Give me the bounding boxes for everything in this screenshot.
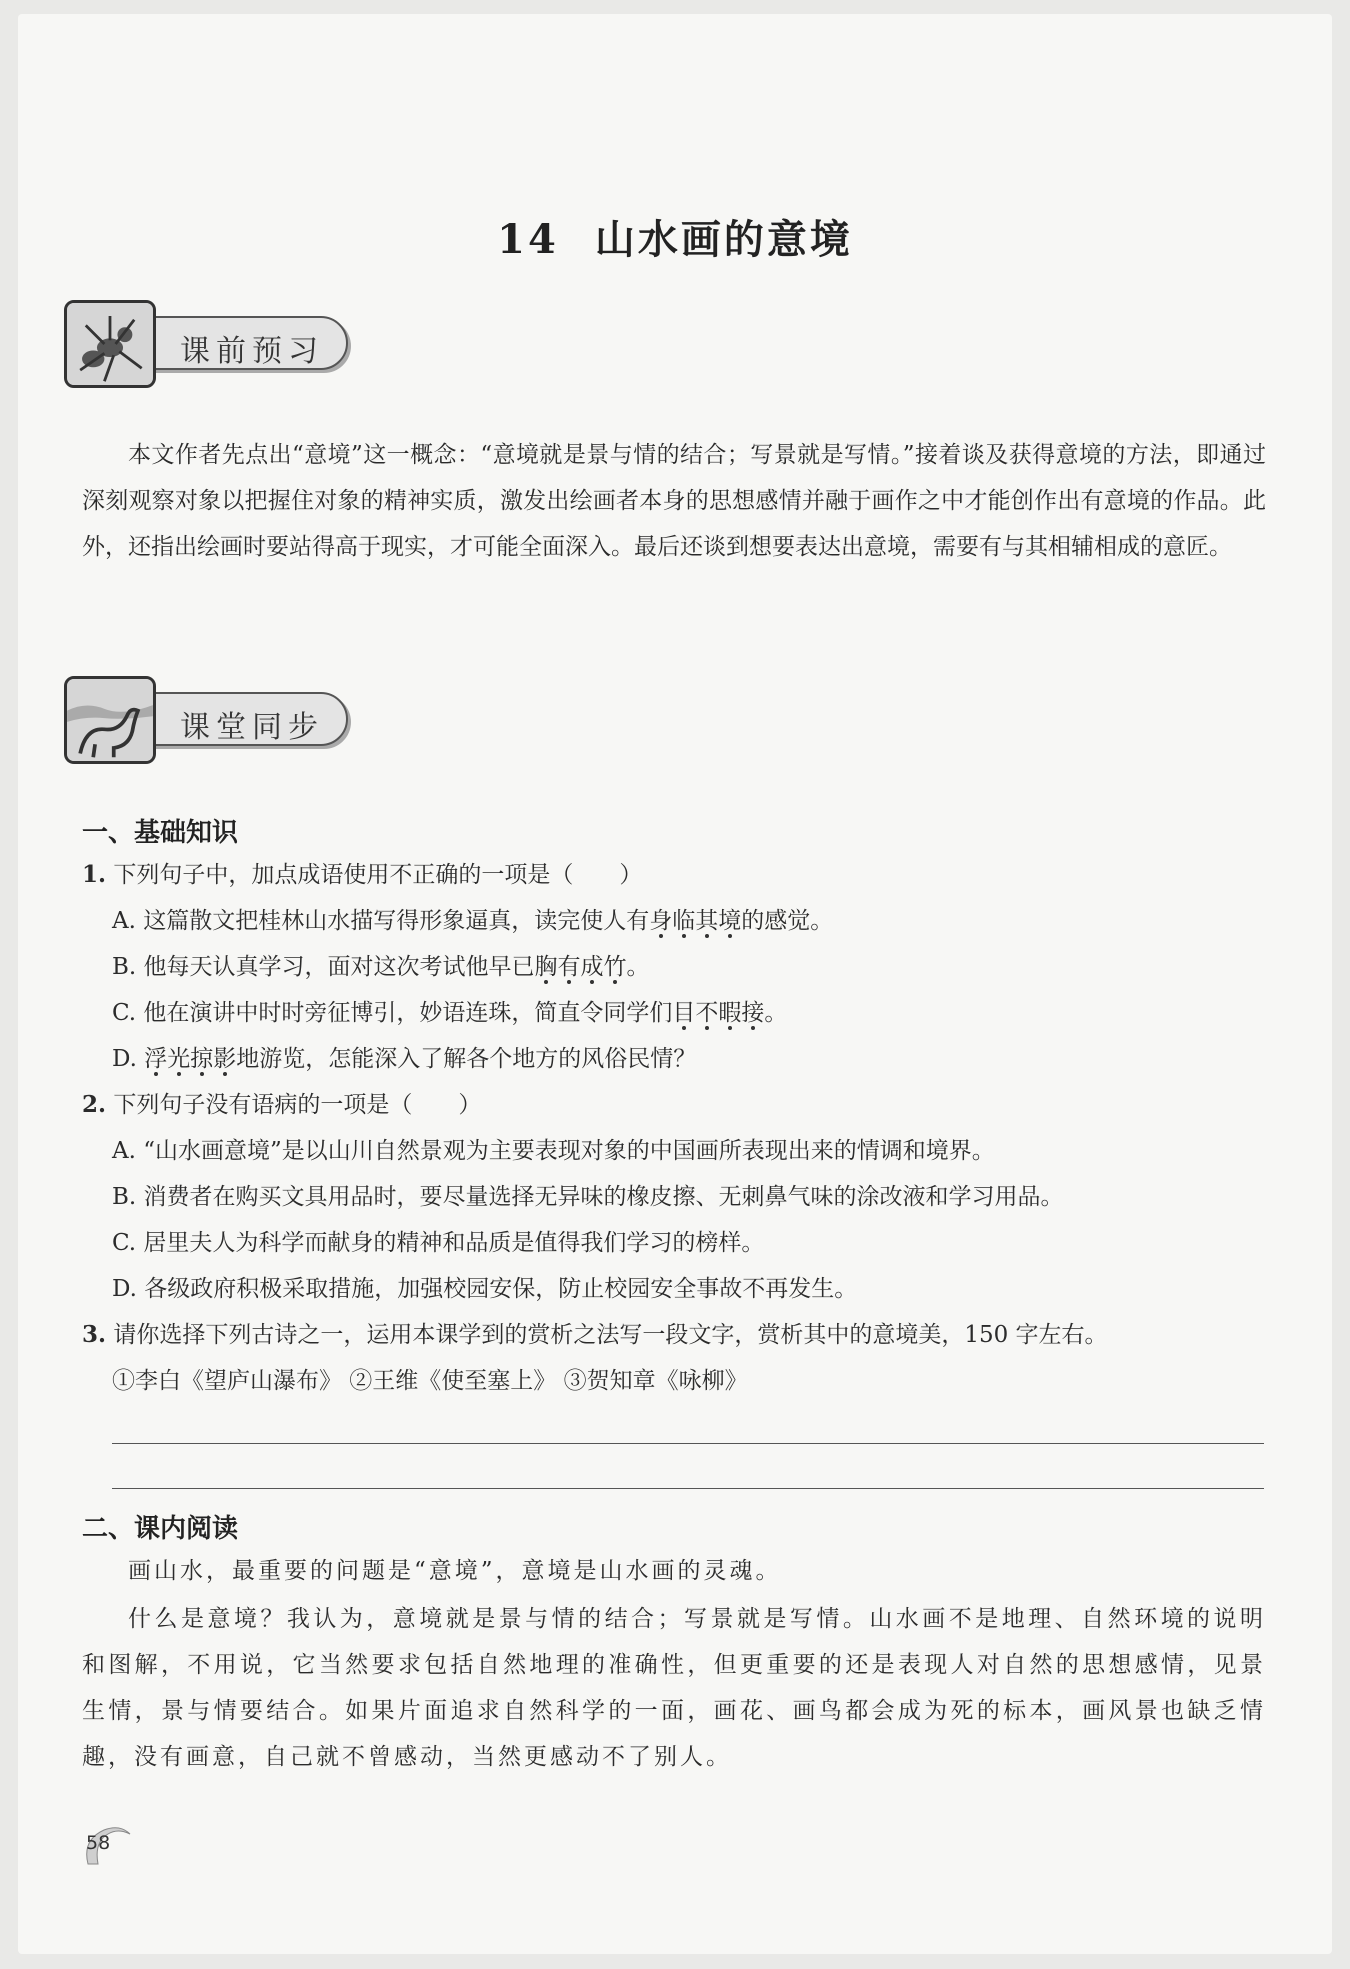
dinosaur-illustration-icon — [64, 676, 156, 764]
question-3-stem: 请你选择下列古诗之一，运用本课学到的赏析之法写一段文字，赏析其中的意境美，150 字左右。 — [113, 1322, 1108, 1348]
q1-option-c — [112, 990, 787, 1036]
q2-option-c: C. 居里夫人为科学而献身的精神和品质是值得我们学习的榜样。 — [112, 1230, 765, 1256]
q1-option-d-text: D. — [112, 1046, 145, 1072]
question-3-number: 3. — [82, 1321, 107, 1348]
q1-option-b-text: B. 他每天认真学习，面对这次考试他早已 — [112, 954, 535, 980]
q1-option-c-dotted: 目不暇接 — [672, 1000, 765, 1026]
answer-line-2[interactable] — [112, 1488, 1264, 1489]
q1-option-a-tail: 的感觉。 — [741, 908, 834, 934]
section-heading-reading: 二、课内阅读 — [82, 1514, 239, 1544]
preview-banner — [64, 300, 364, 390]
q1-option-a — [112, 898, 833, 944]
classroom-banner-label: 课堂同步 — [180, 710, 324, 745]
section-heading-basic: 一、基础知识 — [82, 818, 239, 848]
page-number-badge — [80, 1822, 134, 1870]
q1-option-d — [112, 1036, 696, 1082]
q1-option-c-text: C. 他在演讲中时时旁征博引，妙语连珠，简直令同学们 — [112, 1000, 673, 1026]
question-3 — [82, 1312, 1108, 1358]
q2-option-a: A. “山水画意境”是以山川自然景观为主要表现对象的中国画所表现出来的情调和境界。 — [112, 1138, 995, 1164]
reading-paragraph-1: 画山水，最重要的问题是“意境”，意境是山水画的灵魂。 — [128, 1558, 782, 1584]
q1-option-b — [112, 944, 650, 990]
question-1 — [82, 852, 642, 898]
q2-option-b: B. 消费者在购买文具用品时，要尽量选择无异味的橡皮擦、无刺鼻气味的涂改液和学习用品。 — [112, 1184, 1064, 1210]
intro-paragraph: 本文作者先点出“意境”这一概念：“意境就是景与情的结合；写景就是写情。”接着谈及获得意境的方法，即通过深刻观察对象以把握住对象的精神实质，激发出绘画者本身的思想感情并融于画作之中才能创作出有意境的作品。此外，还指出绘画时要站得高于现实，才可能全面深入。最后还谈到想要表达出意境，需要有与其相辅相成的意匠。 — [82, 442, 1266, 560]
q1-option-a-text: A. 这篇散文把桂林山水描写得形象逼真，读完使人有 — [112, 908, 650, 934]
question-2-number: 2. — [82, 1091, 107, 1118]
lesson-title-text: 山水画的意境 — [594, 216, 853, 263]
q1-option-c-tail: 。 — [764, 1000, 788, 1026]
q1-option-d-tail: 地游览，怎能深入了解各个地方的风俗民情？ — [236, 1046, 697, 1072]
preview-banner-label: 课前预习 — [180, 334, 324, 369]
q1-option-b-tail: 。 — [626, 954, 650, 980]
question-2 — [82, 1082, 481, 1128]
q1-option-a-dotted: 身临其境 — [649, 908, 742, 934]
q3-poem-choices: ①李白《望庐山瀑布》 ②王维《使至塞上》 ③贺知章《咏柳》 — [112, 1368, 748, 1394]
page-number: 58 — [86, 1832, 111, 1854]
question-2-stem: 下列句子没有语病的一项是（ ） — [113, 1092, 482, 1118]
lesson-title — [0, 208, 1350, 265]
question-1-stem: 下列句子中，加点成语使用不正确的一项是（ ） — [113, 862, 643, 888]
question-1-number: 1. — [82, 861, 107, 888]
lesson-number: 14 — [497, 216, 559, 263]
q1-option-b-dotted: 胸有成竹 — [534, 954, 627, 980]
classroom-banner — [64, 676, 364, 766]
q1-option-d-dotted: 浮光掠影 — [144, 1046, 237, 1072]
answer-line-1[interactable] — [112, 1443, 1264, 1444]
q2-option-d: D. 各级政府积极采取措施，加强校园安保，防止校园安全事故不再发生。 — [112, 1276, 858, 1302]
reading-paragraph-2: 什么是意境？我认为，意境就是景与情的结合；写景就是写情。山水画不是地理、自然环境的说明和图解，不用说，它当然要求包括自然地理的准确性，但更重要的还是表现人对自然的思想感情，见景生情，景与情要结合。如果片面追求自然科学的一面，画花、画鸟都会成为死的标本，画风景也缺乏情趣，没有画意，自己就不曾感动，当然更感动不了别人。 — [82, 1606, 1266, 1770]
ant-illustration-icon — [64, 300, 156, 388]
